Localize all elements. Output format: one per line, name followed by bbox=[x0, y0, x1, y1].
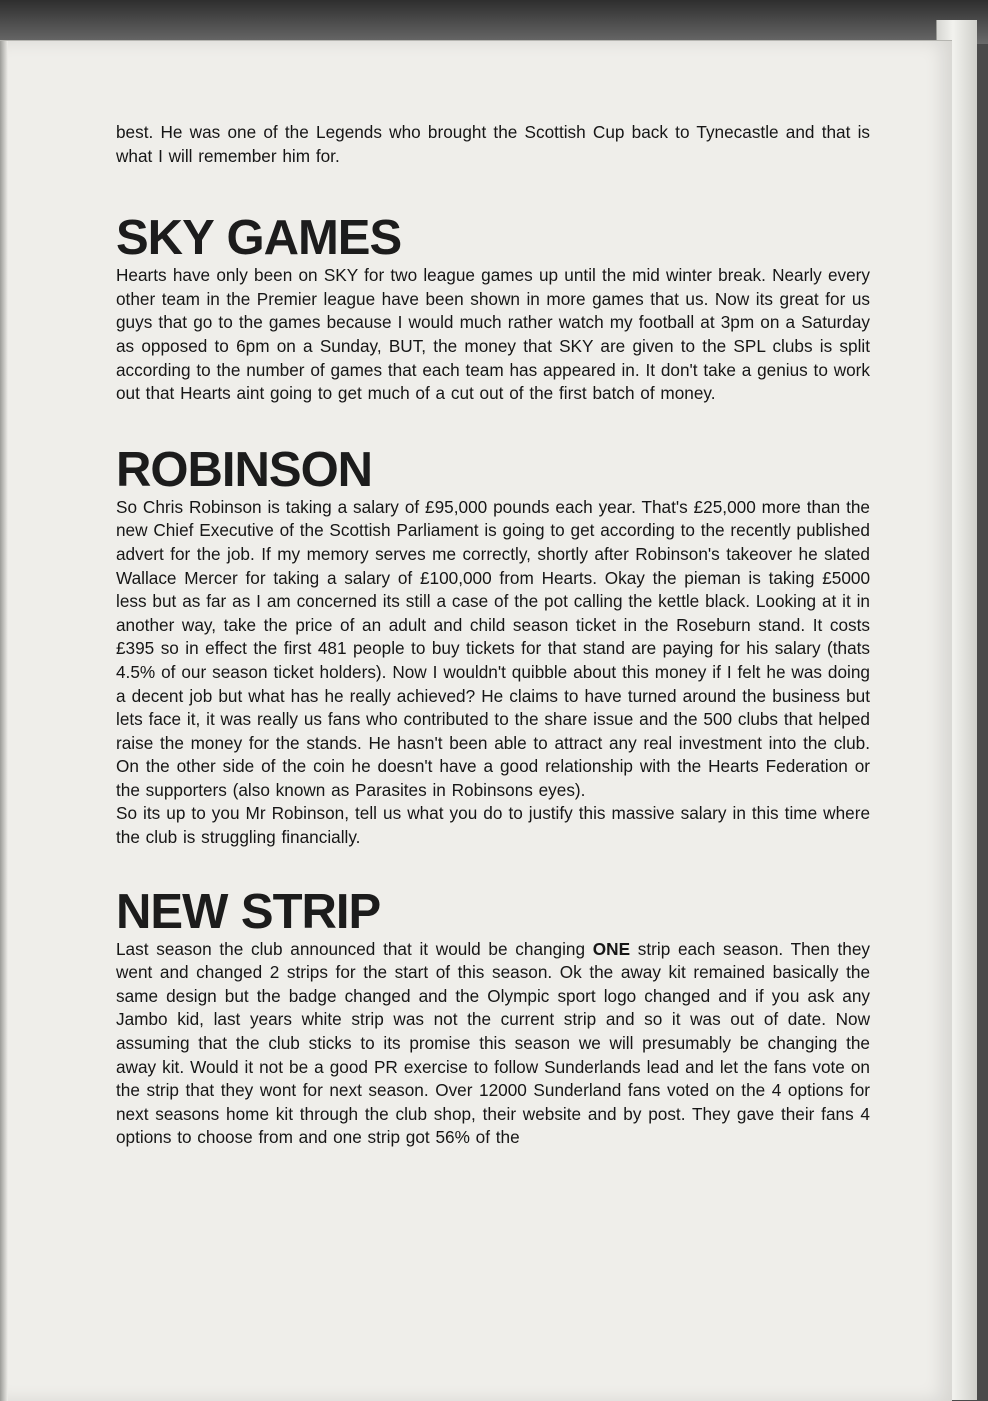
document-page bbox=[0, 40, 952, 1401]
sky-games-heading: SKY GAMES bbox=[116, 211, 402, 266]
robinson-paragraph: So Chris Robinson is taking a salary of £95,000 pounds each year. That's £25,000 more than the new Chief Executive of the Scottish Parliament is going to get according to the recently published advert for the job. If my memory serves me correctly, shortly after Robinson's takeover he slated Wallace Mercer for taking a salary of £100,000 from Hearts. Okay the pieman is taking £5000 less but as far as I am concerned its still a case of the pot calling the kettle black. Looking at it in another way, take the price of an adult and child season ticket in the Roseburn stand. It costs £395 so in effect the first 481 people to buy tickets for that stand are paying for his salary (thats 4.5% of our season ticket holders). Now I wouldn't quibble about this money if I felt he was doing a decent job but what has he really achieved? He claims to have turned around the business but lets face it, it was really us fans who contributed to the share issue and the 500 clubs that helped raise the money for the stands. He hasn't been able to attract any real investment into the club. On the other side of the coin he doesn't have a good relationship with the Hearts Federation or the supporters (also known as Parasites in Robinsons eyes). bbox=[116, 496, 870, 800]
new-strip-heading: NEW STRIP bbox=[116, 884, 381, 939]
new-strip-text-start: Last season the club announced that it would be changing bbox=[116, 938, 593, 959]
new-strip-emphasis: ONE bbox=[592, 938, 631, 959]
article-content bbox=[116, 121, 870, 1150]
robinson-heading: ROBINSON bbox=[116, 442, 373, 497]
new-strip-paragraph bbox=[116, 938, 870, 1150]
new-strip-text-end: strip each season. Then they went and changed 2 strips for the start of this season. Ok the away kit remained basically the same design but the badge changed and the Olympic sport logo changed and if you ask any Jambo kid, last years white strip was not the current strip and so it was out of date. Now assuming that the club sticks to its promise this season we will presumably be changing the away kit. Would it not be a good PR exercise to follow Sunderlands lead and let the fans vote on the strip that they wont for next season. Over 12000 Sunderland fans voted on the 4 options for next seasons home kit through the club shop, their website and by post. They gave their fans 4 options to choose from and one strip got 56% of the bbox=[116, 938, 871, 1148]
intro-paragraph: best. He was one of the Legends who brought the Scottish Cup back to Tynecastle and that is what I will remember him for. bbox=[116, 122, 870, 166]
sky-games-paragraph: Hearts have only been on SKY for two league games up until the mid winter break. Nearly every other team in the Premier league have been shown in more games that us. Now its great for us guys that go to the games because I would much rather watch my football at 3pm on a Saturday as opposed to 6pm on a Sunday, BUT, the money that SKY are given to the SPL clubs is split according to the number of games that each team has appeared in. It don't take a genius to work out that Hearts aint going to get much of a cut out of the first batch of money. bbox=[116, 265, 870, 404]
robinson-closing-paragraph: So its up to you Mr Robinson, tell us what you do to justify this massive salary in this time where the club is struggling financially. bbox=[116, 803, 870, 848]
page-binding-shadow bbox=[0, 41, 8, 1401]
scanner-background bbox=[0, 0, 988, 44]
